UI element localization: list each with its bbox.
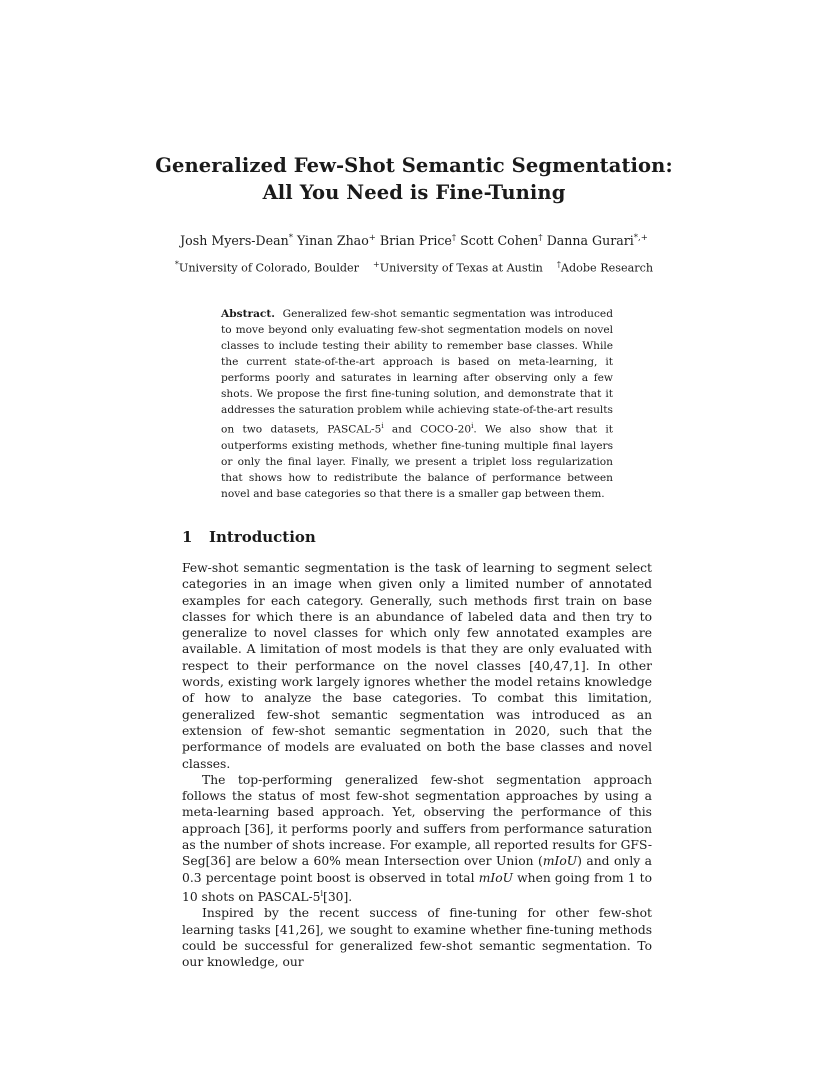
affiliation-mark: *: [174, 260, 179, 269]
author-list: [0, 230, 828, 249]
affiliation-mark: †: [556, 260, 561, 269]
author-mark: †: [451, 233, 457, 243]
paper-title: [0, 152, 828, 206]
author-mark: †: [538, 233, 543, 243]
superscript: i: [320, 888, 324, 898]
abstract-text: Generalized few-shot semantic segmentation was introduced to move beyond only evaluating few-shot segmentation models on novel classes to include testing their ability to remember base classes. While the current state-of-the-art approach is based on meta-learning, it performs poorly and saturates in learning after observing only a few shots. We propose the first fine-tuning solution, and demonstrate that it addresses the saturation problem while achieving state-of-the-art results on two datasets, PASCAL-5: [221, 308, 613, 436]
section-title: Introduction: [209, 528, 316, 546]
paragraph-text: The top-performing generalized few-shot segmentation approach follows the status of most few-shot segmentation approaches by using a meta-learning based approach. Yet, observing the performance of this approach [36], it performs poorly and suffers from performance saturation as the number of shots increase. For example, all reported results for GFS-Seg[36] are below a 60% mean Intersection over Union (: [182, 772, 652, 869]
paragraph: [182, 772, 652, 905]
author-name: Danna Gurari: [546, 233, 634, 249]
abstract-text: . We also show that it outperforms existing methods, whether fine-tuning multiple final layers or only the final layer. Finally, we present a triplet loss regularization that shows how to redistribute the balance of performance between novel and base categories so that there is a smaller gap between them.: [221, 423, 613, 500]
author-mark: *: [288, 233, 293, 243]
author-name: Brian Price: [379, 233, 452, 249]
abstract-label: Abstract.: [221, 308, 275, 320]
affiliation: University of Texas at Austin: [379, 261, 543, 275]
paragraph: Inspired by the recent success of fine-tuning for other few-shot learning tasks [41,26], we sought to examine whether fine-tuning methods could be successful for generalized few-shot semantic segmentation. To our knowledge, our: [182, 906, 652, 970]
affiliation: University of Colorado, Boulder: [178, 261, 360, 275]
section-body: [182, 560, 652, 971]
abstract: [221, 306, 613, 502]
abstract-text: and COCO-20: [383, 423, 472, 436]
author-mark: *,+: [633, 233, 648, 243]
paragraph-text: when going from 1 to 10 shots on PASCAL-5: [182, 870, 653, 905]
author-name: Yinan Zhao: [296, 233, 369, 249]
affiliation-list: [0, 257, 828, 277]
affiliation: Adobe Research: [560, 261, 654, 275]
section-heading: [182, 527, 316, 547]
author-name: Josh Myers-Dean: [180, 233, 289, 249]
section-number: 1: [182, 528, 193, 546]
math-miou: mIoU: [542, 854, 578, 869]
author-name: Scott Cohen: [460, 233, 539, 249]
superscript: i: [471, 422, 474, 430]
paragraph: Few-shot semantic segmentation is the task of learning to segment select categories in an image when given only a limited number of annotated examples for each category. Generally, such methods first train on base classes for which there is an abundance of labeled data and then try to generalize to novel classes for which only few annotated examples are available. A limitation of most models is that they are only evaluated with respect to their performance on the novel classes [40,47,1]. In other words, existing work largely ignores whether the model retains knowledge of how to analyze the base categories. To combat this limitation, generalized few-shot semantic segmentation was introduced as an extension of few-shot semantic segmentation in 2020, such that the performance of models are evaluated on both the base classes and novel classes.: [182, 561, 652, 771]
affiliation-mark: +: [373, 260, 380, 269]
paragraph-text: ) and only a 0.3 percentage point boost is observed in total: [182, 854, 653, 885]
paragraph-text: [30].: [323, 890, 353, 905]
math-miou: mIoU: [478, 870, 513, 885]
title-line-1: Generalized Few-Shot Semantic Segmentation:: [155, 154, 673, 177]
superscript: i: [381, 422, 384, 430]
title-line-2: All You Need is Fine-Tuning: [262, 181, 566, 204]
author-mark: +: [368, 233, 376, 243]
